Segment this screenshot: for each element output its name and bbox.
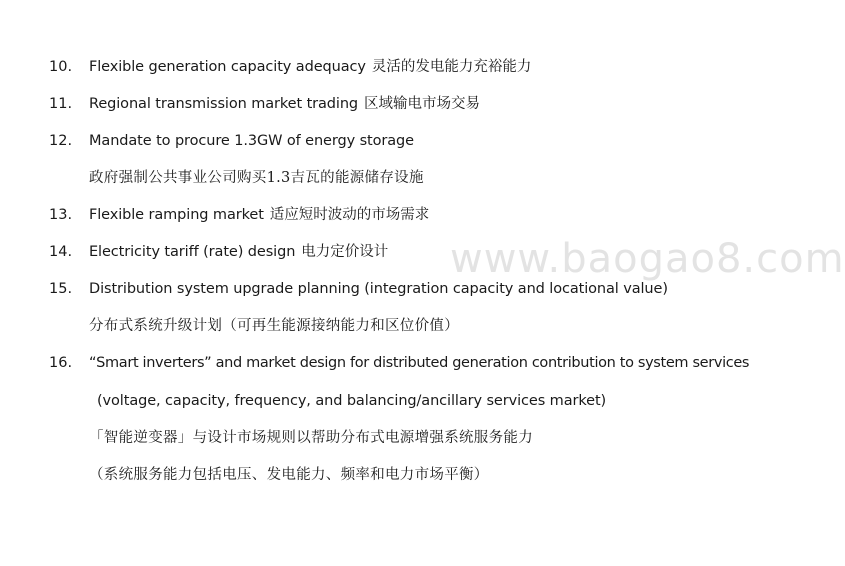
item-number: 11. xyxy=(49,96,73,112)
item-chinese-text: 电力定价设计 xyxy=(301,244,389,260)
item-chinese-text: 适应短时波动的市场需求 xyxy=(269,207,430,223)
item-number: 10. xyxy=(49,59,73,75)
item-number: 15. xyxy=(49,281,73,297)
item-chinese-text: 灵活的发电能力充裕能力 xyxy=(371,59,532,75)
item-chinese-text: 政府强制公共事业公司购买1.3吉瓦的能源储存设施 xyxy=(89,170,424,186)
item-number: 13. xyxy=(49,207,73,223)
item-english-text: “Smart inverters” and market design for distributed generation contribution to system services xyxy=(89,355,750,371)
item-english-text: Flexible ramping market xyxy=(89,207,264,223)
item-chinese-text: 「智能逆变器」与设计市场规则以帮助分布式电源增强系统服务能力 xyxy=(89,430,533,446)
item-english-text: Electricity tariff (rate) design xyxy=(89,244,296,260)
watermark: www.baogao8.com xyxy=(450,236,845,282)
item-english-text: Regional transmission market trading xyxy=(89,96,359,112)
item-english-text: Flexible generation capacity adequacy xyxy=(89,59,366,75)
item-number: 12. xyxy=(49,133,73,149)
item-number: 16. xyxy=(49,355,73,371)
item-number: 14. xyxy=(49,244,73,260)
item-chinese-text: 区域输电市场交易 xyxy=(364,96,481,112)
item-chinese-continuation: （系统服务能力包括电压、发电能力、频率和电力市场平衡） xyxy=(89,467,489,483)
item-chinese-text: 分布式系统升级计划（可再生能源接纳能力和区位价值） xyxy=(89,318,459,334)
item-english-text: Distribution system upgrade planning (integration capacity and locational value) xyxy=(89,281,668,297)
item-english-text: Mandate to procure 1.3GW of energy storage xyxy=(89,133,414,149)
item-english-continuation: (voltage, capacity, frequency, and balancing/ancillary services market) xyxy=(97,393,607,409)
